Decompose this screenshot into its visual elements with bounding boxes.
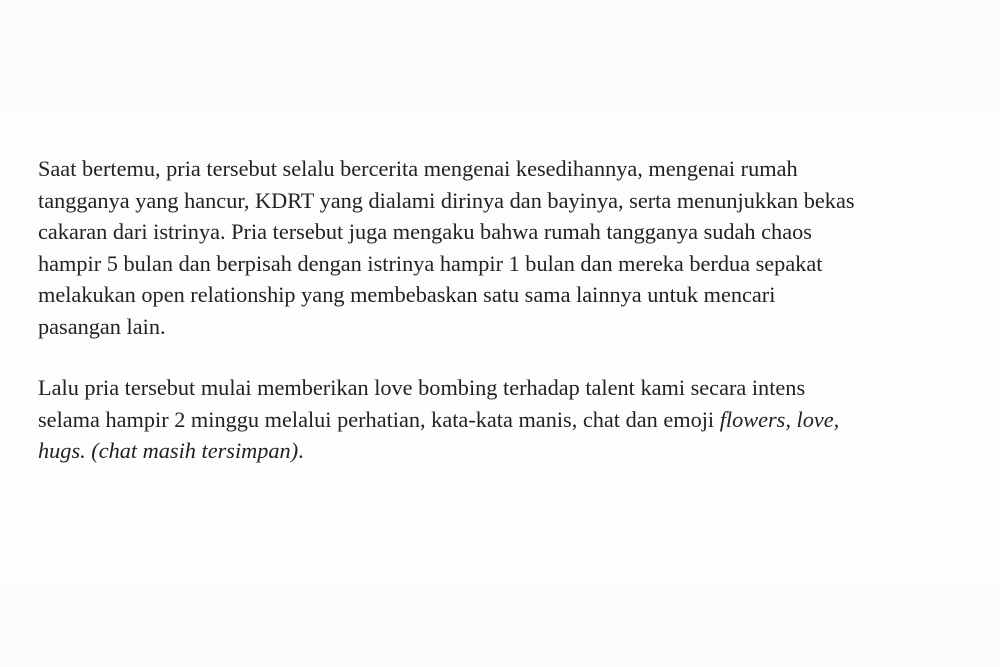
paragraph-1-line-5: melakukan open relationship yang membebaskan satu sama lainnya untuk mencari xyxy=(38,282,776,307)
paragraph-2-line-2 xyxy=(38,404,968,436)
paragraph-2-line-2-regular: selama hampir 2 minggu melalui perhatian, kata-kata manis, chat dan emoji xyxy=(38,406,720,432)
paragraph-2-line-2-italic: flowers, love, xyxy=(719,406,840,432)
paragraph-2-line-1: Lalu pria tersebut mulai memberikan love bombing terhadap talent kami secara intens xyxy=(38,375,806,400)
paragraph-1-line-4: hampir 5 bulan dan berpisah dengan istrinya hampir 1 bulan dan mereka berdua sepakat xyxy=(38,250,823,276)
paragraph-1 xyxy=(38,153,968,342)
paragraph-2-line-3-italic: hugs. (chat masih tersimpan) xyxy=(38,438,299,463)
paragraph-spacer xyxy=(38,342,968,372)
paragraph-2-line-3 xyxy=(38,435,968,467)
paragraph-1-line-1: Saat bertemu, pria tersebut selalu bercerita mengenai kesedihannya, mengenai rumah xyxy=(38,156,798,181)
paragraph-1-line-2: tangganya yang hancur, KDRT yang dialami dirinya dan bayinya, serta menunjukkan bekas xyxy=(38,187,855,213)
document-text xyxy=(38,153,968,467)
paragraph-1-line-3: cakaran dari istrinya. Pria tersebut juga mengaku bahwa rumah tangganya sudah chaos xyxy=(38,219,812,244)
paragraph-2 xyxy=(38,372,968,467)
paragraph-2-line-3-end: . xyxy=(298,438,304,463)
paragraph-1-line-6: pasangan lain. xyxy=(38,313,166,339)
